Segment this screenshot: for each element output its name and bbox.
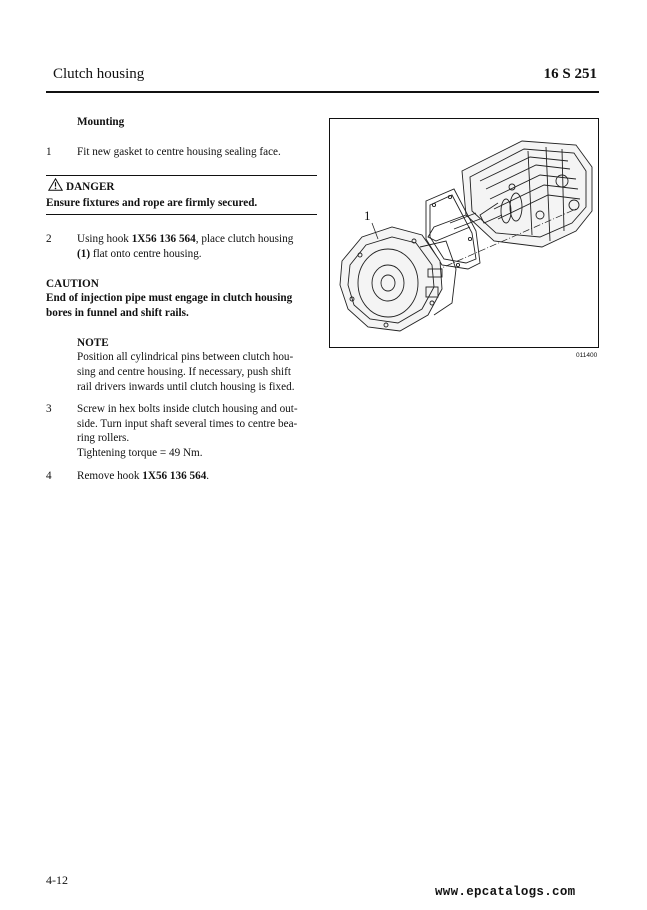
caution-line-1: End of injection pipe must engage in clutch housing (46, 292, 293, 304)
step-3-line-2: side. Turn input shaft several times to centre bea- (77, 418, 298, 430)
danger-bottom-rule (46, 214, 317, 215)
step-3-line-1: Screw in hex bolts inside clutch housing and out- (77, 403, 298, 415)
step-4-text: Remove hook 1X56 136 564. (77, 470, 210, 482)
danger-text: Ensure fixtures and rope are firmly secured. (46, 197, 258, 209)
document-code: 16 S 251 (543, 66, 597, 82)
step-2-number: 2 (46, 233, 52, 245)
danger-top-rule (46, 175, 317, 176)
website-watermark[interactable]: www.epcatalogs.com (435, 885, 576, 899)
step-3-line-3: ring rollers. (77, 432, 130, 444)
note-line-1: Position all cylindrical pins between clutch hou- (77, 351, 294, 363)
tool-number: 1X56 136 564 (131, 233, 196, 245)
caution-heading: CAUTION (46, 278, 99, 290)
caution-line-2: bores in funnel and shift rails. (46, 307, 189, 319)
section-heading: Mounting (77, 116, 125, 128)
note-line-3: rail drivers inwards until clutch housing is fixed. (77, 381, 295, 393)
figure-callout-1: 1 (364, 208, 371, 223)
step-3-number: 3 (46, 403, 52, 415)
step-2-line-1: Using hook 1X56 136 564, place clutch housing (77, 233, 294, 245)
step-2-line-2: (1) flat onto centre housing. (77, 248, 202, 260)
step-1-number: 1 (46, 146, 52, 158)
warning-triangle-icon (48, 178, 63, 191)
step-1-text: Fit new gasket to centre housing sealing face. (77, 146, 281, 158)
step-4-number: 4 (46, 470, 52, 482)
danger-heading: DANGER (66, 181, 115, 193)
page-number: 4-12 (46, 873, 68, 887)
note-heading: NOTE (77, 337, 109, 349)
tool-number: 1X56 136 564 (142, 470, 207, 482)
assembly-illustration (329, 118, 599, 348)
header-rule (46, 91, 599, 93)
callout-reference: (1) (77, 248, 91, 260)
figure-id: 011400 (576, 352, 598, 359)
note-line-2: sing and centre housing. If necessary, push shift (77, 366, 291, 378)
page-title: Clutch housing (53, 66, 145, 82)
gearbox-exploded-drawing (330, 119, 598, 347)
step-3-line-4: Tightening torque = 49 Nm. (77, 447, 203, 459)
